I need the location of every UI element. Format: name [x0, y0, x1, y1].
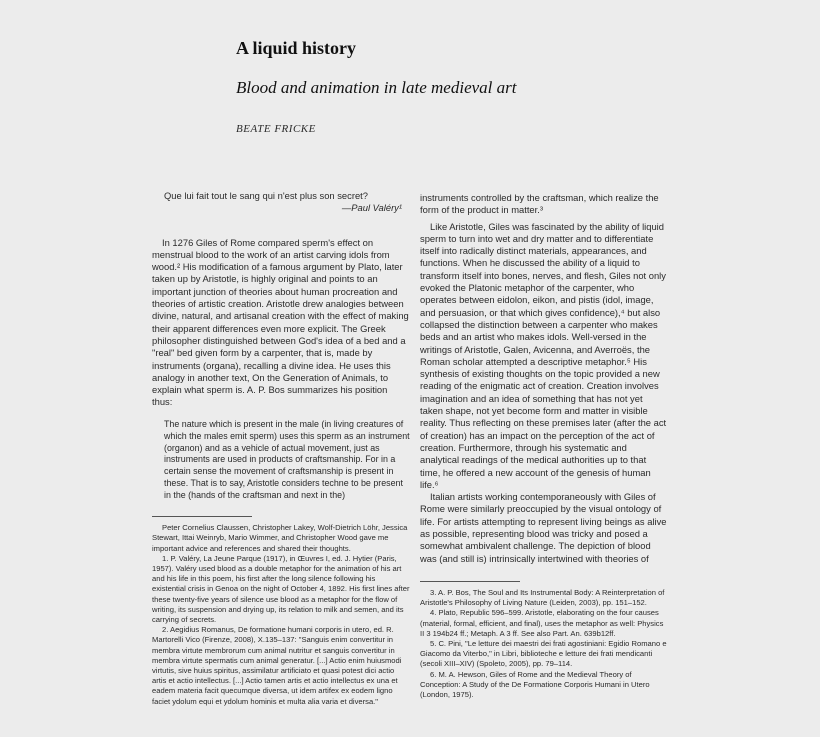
body-paragraph-3: Italian artists working contemporaneously with Giles of Rome were similarly preoccupied by the visual ontology of life. For artists attempting to represent living beings as alive as possible, representing blood was tricky and posed a somewhat ambivalent challenge. The depiction of blood was (and still is) intrinsically intertwined with theories of: [420, 491, 667, 564]
body-paragraph-2: Like Aristotle, Giles was fascinated by the ability of liquid sperm to turn into wet and dry matter and to differentiate itself into radically distinct materials, appearances, and functions. When he discussed the ability of a liquid to transform itself into bones, nerves, and flesh, Giles not only evoked the Platonic metaphor of the carpenter, who operates between eidolon, eikon, and pistis (idol, image, and persuasion, or that which gives confidence),⁴ but also collapsed the distinction between a carpenter who makes beds and an artist who makes idols. Well-versed in the writings of Aristotle, Galen, Avicenna, and Averroës, the Roman scholar attempted a descriptive metaphor.⁵ His synthesis of existing thoughts on the topic provided a new reading of the enigmatic act of creation. Creation involves imagination and an idea of something that has not yet taken shape, not yet become form and matter in visible reality. Thus reflecting on these premises later (after the act of creation) has an impact on the perception of the act of creation. Furthermore, through his systematic and analytical readings of the medical authorities up to that time, he offered a new account of the genesis of human life.⁶: [420, 220, 667, 490]
footnote-6: 6. M. A. Hewson, Giles of Rome and the Medieval Theory of Conception: A Study of the De Formatione Corporis Humani in Utero (London, 1975).: [420, 669, 650, 699]
article-subtitle: Blood and animation in late medieval art: [236, 78, 517, 97]
footnote-5: 5. C. Pini, "Le letture dei maestri dei frati agostiniani: Egidio Romano e Giacomo da Viterbo," in Libri, biblioteche e letture dei frati mendicanti (secoli XIII–XIV) (Spoleto, 2005), pp. 79–114.: [420, 638, 667, 669]
footnote-3: 3. A. P. Bos, The Soul and Its Instrumental Body: A Reinterpretation of Aristotle's Philosophy of Living Nature (Leiden, 2003), pp. 151–152.: [420, 587, 665, 608]
footnote-2: 2. Aegidius Romanus, De formatione humani corporis in utero, ed. R. Martorelli Vico (Firenze, 2008), X.135–137: "Sanguis enim convertitur in membra virtute membrorum cum animal nutritur et sanguis convertitur in membra virtute spermatis cum animal generatur. [...] Actio enim huiusmodi virtutis, sive huius spiritus, assimilatur artificiato et quasi potest dici actio artis et actio intellectus. [...] Actio tamen artis et actio intellectus ex una et eadem materia facit quecumque diversa, ut idem artifex ex eodem ligno faciet ydolum equi et ydolum hominis et multa alia varia et diversa.": [152, 625, 402, 706]
article-title: A liquid history: [236, 38, 357, 58]
footnote-divider-right: [420, 581, 520, 582]
left-footnotes: [152, 523, 410, 707]
footnote-4: 4. Plato, Republic 596–599. Aristotle, elaborating on the four causes (material, formal, efficient, and final), uses the metaphor as well: Physics II 3 194b24 ff.; Metaph. A 3 ff. See also Part. An. 639b12ff.: [420, 608, 664, 638]
right-footnotes: [420, 588, 668, 700]
block-quote: The nature which is present in the male (in living creatures of which the males emit sperm) uses this sperm as an instrument (organon) and as a vehicle of actual movement, just as instruments are used in products of craftsmanship. For in a certain sense the movement of craftsmanship is present in these. That is to say, Aristotle considers techne to be present in the (hands of the craftsman and next in the): [164, 418, 410, 501]
epigraph: Que lui fait tout le sang qui n'est plus son secret?: [164, 190, 368, 201]
body-continuation: instruments controlled by the craftsman, which realize the form of the product in matter.³: [420, 192, 659, 216]
left-column: [152, 190, 410, 707]
footnote-divider: [152, 516, 252, 517]
body-paragraph-1: In 1276 Giles of Rome compared sperm's effect on menstrual blood to the work of an artist carving idols from wood.² His modification of a famous argument by Plato, later taken up by Aristotle, is highly original and points to an important junction of theories about human procreation and theories of artistic creation. Aristotle drew analogies between divine, natural, and artisanal creation with the effect of making their apparent differences even more explicit. The Greek philosopher distinguished between God's idea of a bed and a "real" bed given form by a carpenter, that is, made by instruments (organa), recalling a divine idea. He uses this analogy in another text, On the Generation of Animals, to explain what sperm is. A. P. Bos summarizes his position thus:: [152, 236, 409, 408]
footnote-1: 1. P. Valéry, La Jeune Parque (1917), in Œuvres I, ed. J. Hytier (Paris, 1957). Valéry used blood as a double metaphor for the animation of his art and his life in this poem, his first after the long silence following his existential crisis in Genoa on the night of October 4, 1892. His first lines after these twenty-five years of silence use blood as a metaphor for the flow of writing, its suspension and drying up, its relation to milk and semen, and its carrying of secrets.: [152, 553, 410, 624]
article-author: BEATE FRICKE: [236, 123, 316, 135]
acknowledgement-note: Peter Cornelius Claussen, Christopher Lakey, Wolf-Dietrich Löhr, Jessica Stewart, Ittai Weinryb, Mario Wimmer, and Christopher Wood gave me important advice and references and shared their thoughts.: [152, 523, 408, 553]
right-column: [420, 192, 668, 700]
epigraph-attribution: —Paul Valéry¹: [341, 202, 402, 214]
